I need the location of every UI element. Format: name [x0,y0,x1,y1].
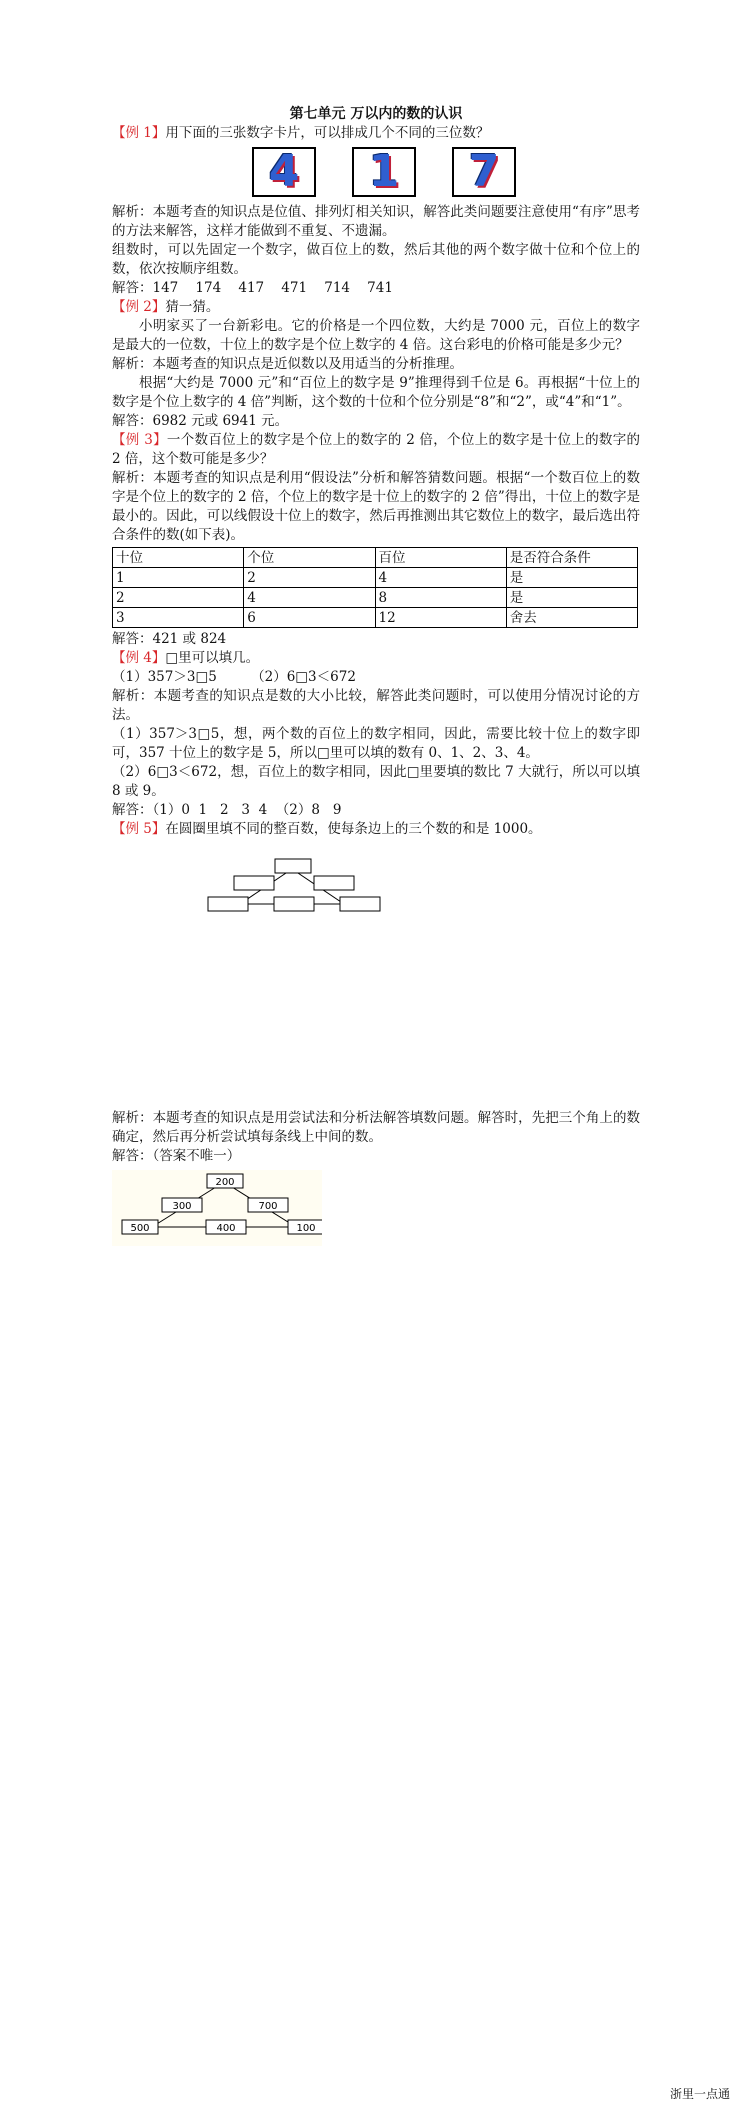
table-header: 十位 [113,548,244,568]
ex5-question-text: 在圆圈里填不同的整百数，使每条边上的三个数的和是 1000。 [165,821,542,837]
table-cell: 8 [375,588,506,608]
ex2-question [112,298,640,317]
table-cell: 是 [506,588,637,608]
ex2-question-text: 猜一猜。 [165,299,220,315]
answer-value-bottom-right: 100 [296,1223,316,1234]
blank-circle-bottom-left [208,897,248,911]
ex3-question [112,431,640,469]
blank-circle-left-mid [234,876,274,890]
answer-value-right-mid: 700 [258,1201,278,1212]
ex5-tag: 【例 5】 [112,821,166,837]
table-header: 百位 [375,548,506,568]
ex2-analysis: 解析：本题考查的知识点是近似数以及用适当的分析推理。 [112,356,463,372]
table-cell: 是 [506,568,637,588]
ex2-reasoning: 根据“大约是 7000 元”和“百位上的数字是 9”推理得到千位是 6。再根据“十位上的数字是个位上数字的 4 倍”判断，这个数的十位和个位分别是“8”和“2”，或“4”和“1”。 [112,375,640,410]
ex5-question [112,820,640,839]
ex4-question-text: □里可以填几。 [165,650,260,666]
blank-circle-right-mid [314,876,354,890]
digit-table [112,547,638,628]
ex3-analysis: 解析：本题考查的知识点是利用“假设法”分析和解答猜数问题。根据“一个数百位上的数字是个位上的数字的 2 倍，个位上的数字是十位上的数字的 2 倍”得出，十位上的数字是最小的。因此，可以线假设十位上的数字，然后再推测出其它数位上的数字，最后选出符合条件的数(如下表)。 [112,470,640,543]
table-row [113,568,638,588]
blank-space [112,929,640,1109]
number-card [352,147,416,197]
table-header: 是否符合条件 [506,548,637,568]
document-body [112,91,640,1246]
ex4-part2: （2）6□3＜672，想，百位上的数字相同，因此□里要填的数比 7 大就行，所以可以填 8 或 9。 [112,764,640,799]
ex4-items: （1）357＞3□5 （2）6□3＜672 [112,669,356,685]
ex4-answer: 解答：（1）0 1 2 3 4 （2）8 9 [112,802,342,818]
card-digit-7: 7 [468,146,500,197]
ex4-part1: （1）357＞3□5，想，两个数的百位上的数字相同，因此，需要比较十位上的数字即可，357 十位上的数字是 5，所以□里可以填的数有 0、1、2、3、4。 [112,726,640,761]
blank-triangle-diagram [112,849,640,929]
answer-diagram-svg [112,1170,322,1246]
table-row [113,608,638,628]
blank-diagram-svg [112,849,640,929]
ex5-answer-label: 解答：（答案不唯一） [112,1148,241,1164]
number-cards [252,147,640,197]
number-card [252,147,316,197]
ex1-question [112,124,640,143]
ex1-question-text: 用下面的三张数字卡片，可以排成几个不同的三位数？ [165,125,490,141]
ex3-tag: 【例 3】 [112,432,167,448]
table-row [113,588,638,608]
card-digit-4: 4 [268,146,300,197]
ex4-question [112,649,640,668]
ex1-analysis: 解析：本题考查的知识点是位值、排列灯相关知识，解答此类问题要注意使用“有序”思考的方法来解答，这样才能做到不重复、不遗漏。 [112,204,640,239]
table-cell: 4 [244,588,375,608]
answer-value-bottom-mid: 400 [216,1223,236,1234]
ex1-answer: 解答：147 174 417 471 714 741 [112,280,393,296]
ex2-answer: 解答：6982 元或 6941 元。 [112,413,289,429]
table-cell: 12 [375,608,506,628]
ex1-tag: 【例 1】 [112,125,166,141]
table-cell: 2 [244,568,375,588]
ex4-tag: 【例 4】 [112,650,166,666]
number-card [452,147,516,197]
ex2-body: 小明家买了一台新彩电。它的价格是一个四位数，大约是 7000 元，百位上的数字是最大的一位数，十位上的数字是个位上数字的 4 倍。这台彩电的价格可能是多少元？ [112,318,640,353]
answer-triangle-diagram [112,1170,322,1246]
ex1-method: 组数时，可以先固定一个数字，做百位上的数，然后其他的两个数字做十位和个位上的数，依次按顺序组数。 [112,242,640,277]
ex2-tag: 【例 2】 [112,299,166,315]
answer-value-bottom-left: 500 [130,1223,150,1234]
ex5-analysis: 解析：本题考查的知识点是用尝试法和分析法解答填数问题。解答时，先把三个角上的数确定，然后再分析尝试填每条线上中间的数。 [112,1110,640,1145]
table-cell: 3 [113,608,244,628]
page-title: 第七单元 万以内的数的认识 [289,106,463,122]
ex3-answer: 解答：421 或 824 [112,631,227,647]
answer-value-top: 200 [215,1177,235,1188]
table-cell: 1 [113,568,244,588]
table-cell: 2 [113,588,244,608]
ex3-question-text: 一个数百位上的数字是个位上的数字的 2 倍，个位上的数字是十位上的数字的 2 倍，这个数可能是多少？ [112,432,640,467]
table-cell: 4 [375,568,506,588]
table-cell: 6 [244,608,375,628]
footer-brand: 浙里一点通 [669,2087,730,2101]
table-header: 个位 [244,548,375,568]
card-digit-1: 1 [368,146,400,197]
answer-value-left-mid: 300 [172,1201,192,1212]
table-cell: 舍去 [506,608,637,628]
table-header-row [113,548,638,568]
blank-circle-top [275,859,311,873]
blank-circle-bottom-mid [274,897,314,911]
blank-circle-bottom-right [340,897,380,911]
ex4-analysis: 解析：本题考查的知识点是数的大小比较，解答此类问题时，可以使用分情况讨论的方法。 [112,688,640,723]
